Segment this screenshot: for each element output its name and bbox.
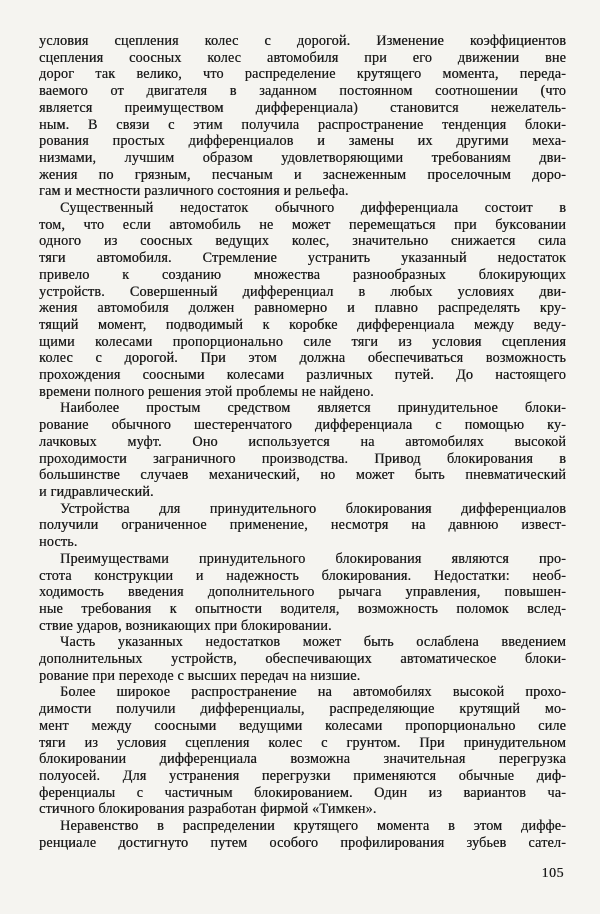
text-line: дополнительных устройств, обеспечивающих автоматическое блоки- [39,651,566,668]
text-line: рования простых дифференциалов и замены их другими меха- [39,133,566,150]
text-line: тящий момент, подводимый к коробке дифференциала между веду- [39,316,566,333]
text-line: привело к созданию множества разнообразных блокирующих [39,266,566,283]
text-line: мент между соосными ведущими колесами пропорционально силе [39,717,566,734]
paragraph [39,551,566,635]
text-line: проходимости заграничного производства. Привод блокирования в [39,450,566,467]
paragraph [39,200,566,400]
text-line: ференциалы с частичным блокированием. Один из вариантов ча- [39,784,566,801]
text-block [39,33,566,851]
text-line: ходимость введения дополнительного рычага управления, повышен- [39,584,566,601]
text-line: Устройства для принудительного блокирования дифференциалов [60,500,566,517]
text-line: ваемого от двигателя в заданном постоянном соотношении (что [39,83,566,100]
text-line: колес с дорогой. При этом должна обеспечиваться возможность [39,350,566,367]
text-line: Наиболее простым средством является принудительное блоки- [60,400,566,417]
text-line: тяги из условия сцепления колес с грунтом. При принудительном [39,734,566,751]
text-line: сцепления соосных колес автомобиля при его движении вне [39,49,566,66]
paragraph [39,33,566,200]
text-line: одного из соосных ведущих колес, значительно снижается сила [39,233,566,250]
text-line: Существенный недостаток обычного дифференциала состоит в [60,200,566,217]
text-line: полуосей. Для устранения перегрузки применяются обычные диф- [39,767,566,784]
text-line: Преимуществами принудительного блокирования являются про- [60,550,566,567]
paragraph [39,684,566,818]
text-line: стичного блокирования разработан фирмой «Тимкен». [39,801,377,818]
text-line: является преимуществом дифференциала) становится нежелатель- [39,99,566,116]
paragraph [39,501,566,551]
text-line: том, что если автомобиль не может перемещаться при буксовании [39,216,566,233]
text-line: Неравенство в распределении крутящего момента в этом диффе- [60,818,566,835]
text-line: ным. В связи с этим получила распространение тенденция блоки- [39,116,566,133]
text-line: Более широкое распространение на автомобилях высокой прохо- [60,684,566,701]
text-line: ность. [39,534,78,551]
paragraph [39,634,566,684]
text-line: ствие ударов, возникающих при блокировании. [39,617,332,634]
text-line: ные требования к опытности водителя, возможность поломок вслед- [39,600,566,617]
text-line: большинстве случаев механический, но может быть пневматический [39,467,566,484]
text-line: рование обычного шестеренчатого дифференциала с помощью ку- [39,417,566,434]
page-number: 105 [541,866,564,881]
text-line: жения по грязным, песчаным и заснеженным проселочным доро- [39,166,566,183]
text-line: рование при переходе с высших передач на низшие. [39,667,361,684]
paragraph [39,818,566,851]
text-line: жения автомобиля должен равномерно и плавно распределять кру- [39,300,566,317]
text-line: ренциале достигнуто путем особого профилирования зубьев сател- [39,834,566,851]
paragraph [39,400,566,500]
text-line: прохождения соосными колесами различных путей. До настоящего [39,367,566,384]
text-line: низмами, лучшим образом удовлетворяющими требованиям дви- [39,149,566,166]
text-line: щими колесами пропорционально силе тяги из условия сцепления [39,333,566,350]
text-line: Часть указанных недостатков может быть ослаблена введением [60,634,566,651]
text-line: устройств. Совершенный дифференциал в любых условиях дви- [39,283,566,300]
text-line: блокировании дифференциала возможна значительная перегрузка [39,751,566,768]
text-line: получили ограниченное применение, несмотря на давнюю извест- [39,517,566,534]
text-line: гам и местности различного состояния и рельефа. [39,183,349,200]
text-line: стота конструкции и надежность блокирования. Недостатки: необ- [39,567,566,584]
text-line: и гидравлический. [39,483,154,500]
text-line: дорог так велико, что распределение крутящего момента, переда- [39,66,566,83]
text-line: лачковых муфт. Оно используется на автомобилях высокой [39,433,566,450]
text-line: димости получили дифференциалы, распределяющие крутящий мо- [39,701,566,718]
text-line: времени полного решения этой проблемы не найдено. [39,383,374,400]
text-line: условия сцепления колес с дорогой. Изменение коэффициентов [39,33,566,49]
text-line: тяги автомобиля. Стремление устранить указанный недостаток [39,250,566,267]
